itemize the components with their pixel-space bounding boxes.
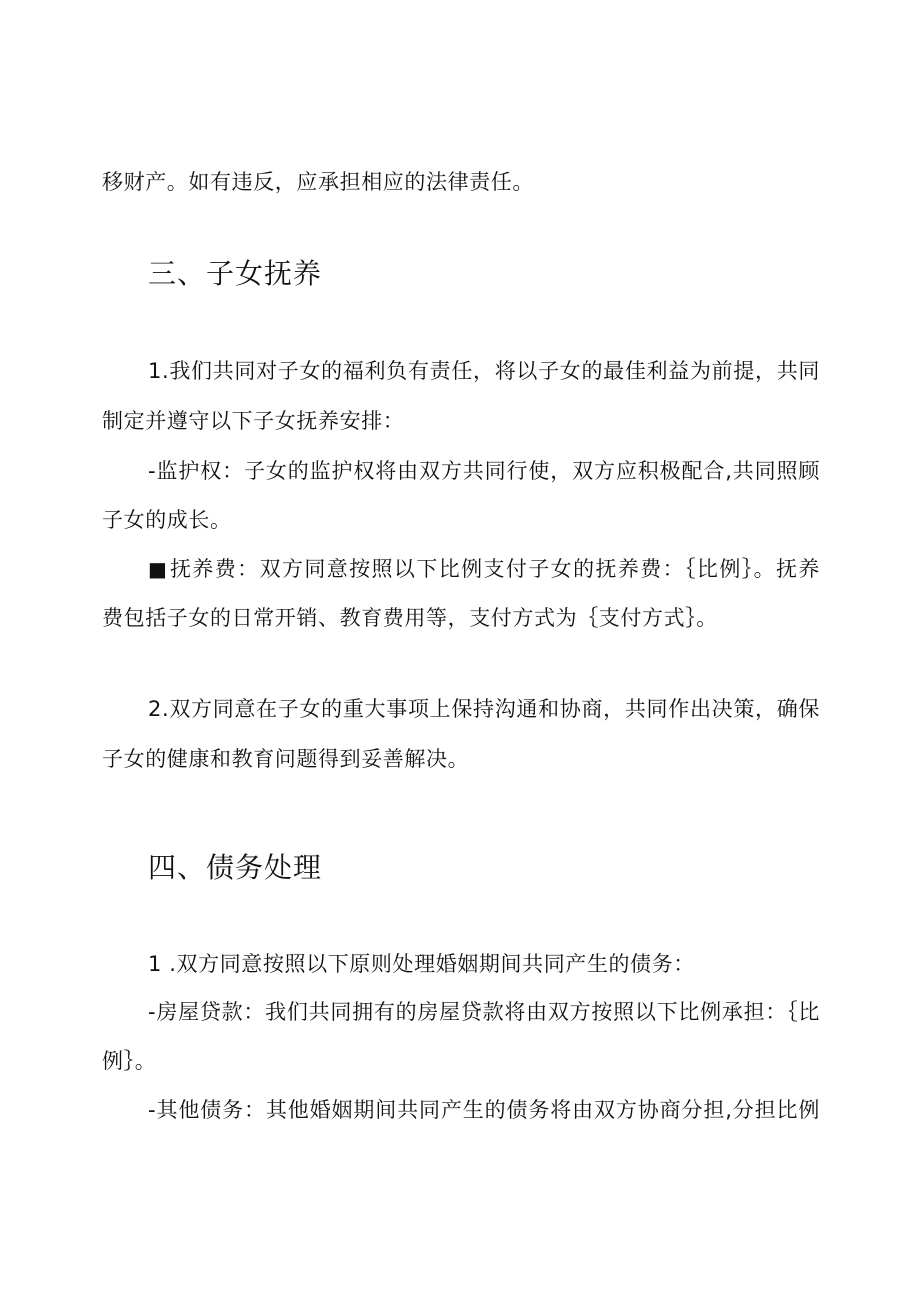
support-line-1: 抚养费：双方同意按照以下比例支付子女的抚养费：｛比例｝。抚养 (170, 557, 820, 581)
section-3-item-2-line-2: 子女的健康和教育问题得到妥善解决。 (102, 747, 470, 771)
section-3-item-2-line-1: 2.双方同意在子女的重大事项上保持沟通和协商，共同作出决策，确保 (148, 697, 820, 721)
section-3-item-1-line-1: 1.我们共同对子女的福利负有责任，将以子女的最佳利益为前提，共同 (148, 359, 820, 383)
custody-line-2: 子女的成长。 (102, 508, 232, 532)
section-3-heading: 三、子女抚养 (148, 257, 323, 290)
mortgage-line-2: 例｝。 (102, 1049, 157, 1073)
section-3-item-1-line-2: 制定并遵守以下子女抚养安排： (102, 409, 405, 433)
square-bullet-icon: ■ (148, 557, 168, 581)
support-bullet (148, 554, 168, 584)
intro-tail-text: 移财产。如有违反，应承担相应的法律责任。 (102, 170, 534, 194)
mortgage-line-1: -房屋贷款：我们共同拥有的房屋贷款将由双方按照以下比例承担：｛比 (148, 1000, 820, 1024)
other-debt-line-1: -其他债务：其他婚姻期间共同产生的债务将由双方协商分担,分担比例 (148, 1098, 820, 1122)
section-4-item-1-line-1: 1 .双方同意按照以下原则处理婚姻期间共同产生的债务： (148, 952, 695, 976)
custody-line-1: -监护权：子女的监护权将由双方共同行使，双方应积极配合,共同照顾 (148, 459, 820, 483)
section-4-heading: 四、债务处理 (148, 851, 323, 884)
support-line-2: 费包括子女的日常开销、教育费用等，支付方式为｛支付方式｝。 (102, 606, 718, 630)
